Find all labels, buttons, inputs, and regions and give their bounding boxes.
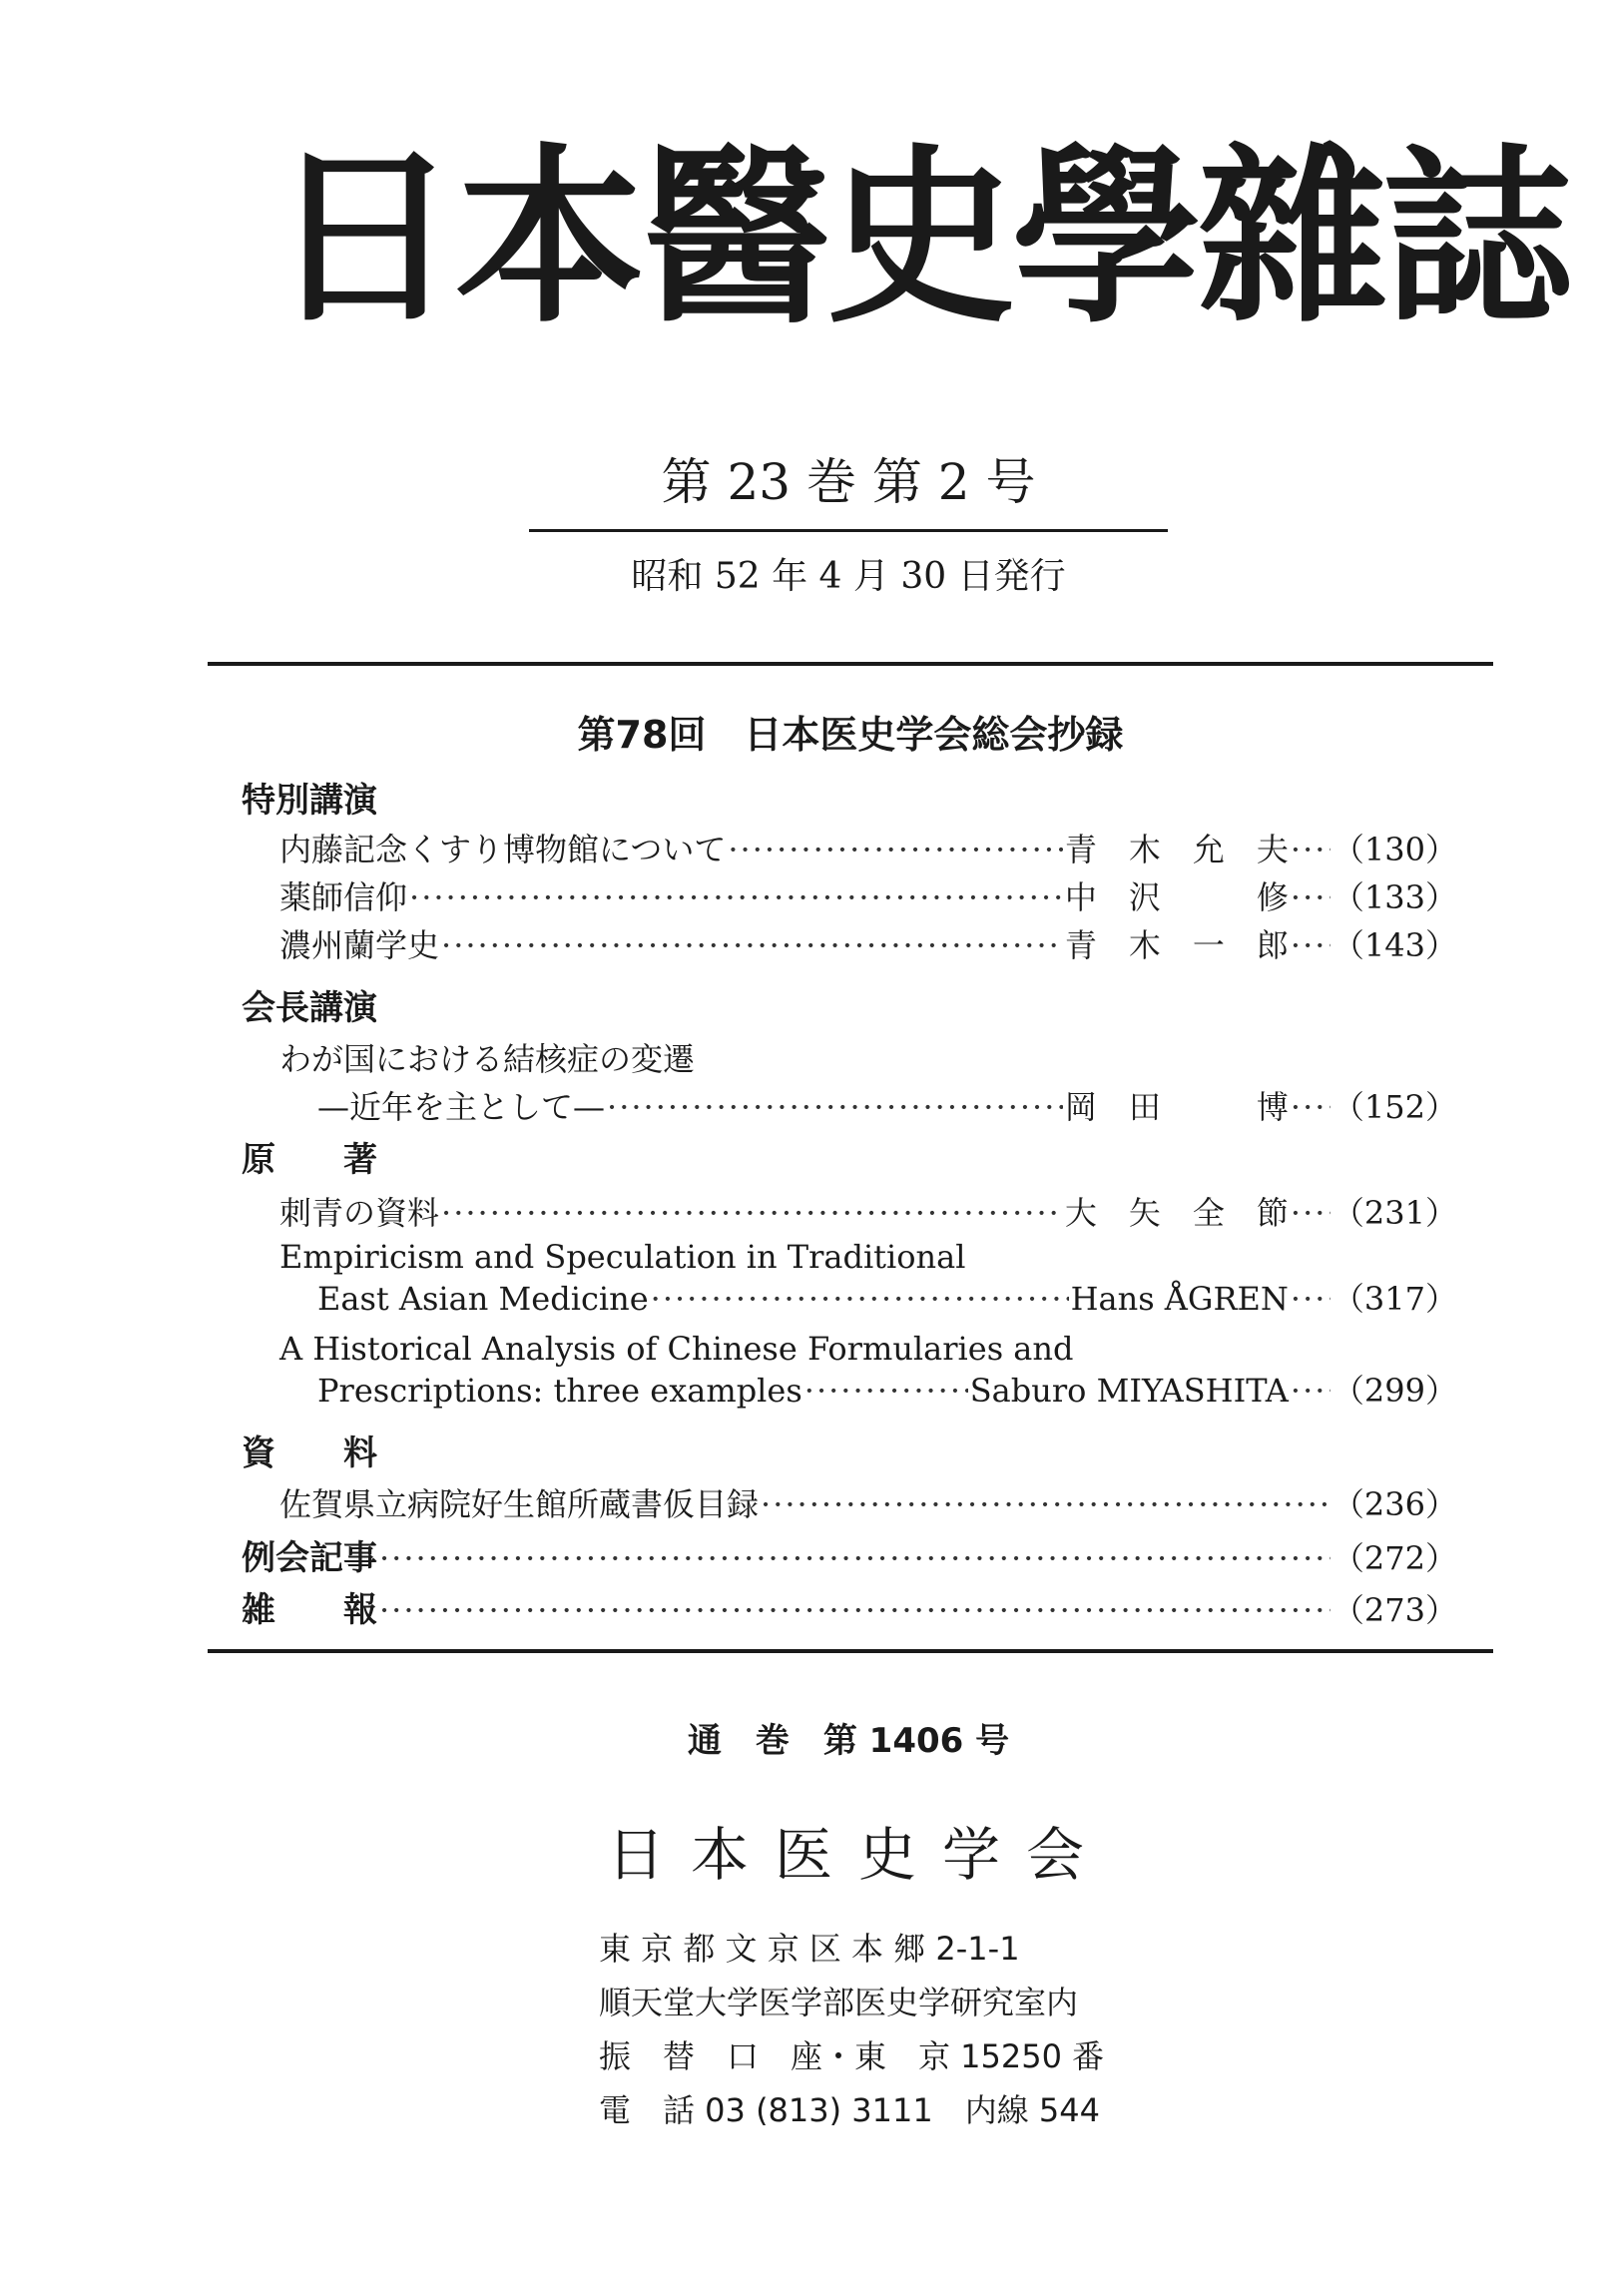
toc-entry-title: 薬師信仰 [279,878,408,916]
volume-number: 第 23 巻 第 2 号 [661,453,1036,511]
section-heading-original-articles: 原 著 [242,1140,377,1180]
toc-entry-page: （231） [1331,1194,1457,1232]
leader-dots [379,1587,1331,1633]
toc-entry-page: （317） [1331,1280,1457,1318]
toc-entry-author: Saburo MIYASHITA [969,1372,1289,1410]
toc-entry-subtitle: —近年を主として— [317,1088,606,1126]
toc-entry-author: Hans ÅGREN [1070,1280,1289,1318]
toc-entry-title: Empiricism and Speculation in Traditional [279,1238,966,1276]
toc-entry[interactable] [279,1190,1457,1236]
toc-entry[interactable] [242,1535,1457,1581]
meeting-title: 第78回 日本医史学会総会抄録 [577,713,1124,757]
toc-entry-page: （299） [1331,1372,1457,1410]
postal-transfer-account: 振 替 口 座・東 京 15250 番 [599,2037,1105,2075]
toc-entry-page: （272） [1331,1539,1457,1577]
leader-dots [1291,1276,1331,1322]
leader-dots [1291,1368,1331,1414]
toc-entry-page: （273） [1331,1591,1457,1629]
address-line: 東 京 都 文 京 区 本 郷 2-1-1 [599,1930,1020,1968]
toc-entry-page: （236） [1331,1485,1457,1523]
section-heading-materials: 資 料 [242,1434,377,1473]
toc-entry-title: 佐賀県立病院好生館所蔵書仮目録 [279,1485,760,1523]
toc-entry-page: （143） [1331,926,1457,964]
toc-entry-page: （133） [1331,878,1457,916]
toc-entry-title: 内藤記念くすり博物館について [279,831,727,868]
contents-top-rule [208,662,1493,666]
leader-dots [1291,827,1331,872]
volume-divider [529,529,1168,532]
leader-dots [651,1276,1069,1322]
toc-entry-title: 濃州蘭学史 [279,926,440,964]
leader-dots [441,1190,1063,1236]
leader-dots [1291,922,1331,968]
toc-entry-author: 大 矢 全 節 [1064,1194,1289,1232]
toc-entry[interactable] [317,1368,1457,1414]
total-issue-number: 通 巻 第 1406 号 [687,1721,1010,1761]
leader-dots [804,1368,968,1414]
leader-dots [441,922,1063,968]
section-heading-special-lectures: 特別講演 [242,781,377,821]
publisher-name: 日本医史学会 [606,1821,1110,1889]
toc-entry-title-continued: East Asian Medicine [317,1280,649,1318]
phone-number: 電 話 03 (813) 3111 内線 544 [599,2091,1100,2129]
toc-entry-page: （130） [1331,831,1457,868]
section-heading-meeting-records: 例会記事 [242,1538,377,1578]
toc-entry[interactable] [242,1587,1457,1633]
leader-dots [1291,874,1331,920]
toc-entry[interactable] [279,922,1457,968]
section-heading-presidential-lecture: 会長講演 [242,988,377,1028]
journal-title: 日本醫史學雜誌 [269,126,1570,348]
leader-dots [761,1481,1331,1527]
leader-dots [1291,1190,1331,1236]
toc-entry-title-continued: Prescriptions: three examples [317,1372,802,1410]
toc-entry-author: 岡 田 博 [1064,1088,1289,1126]
toc-entry-title: A Historical Analysis of Chinese Formularies and [279,1330,1074,1368]
contents-bottom-rule [208,1649,1493,1653]
toc-entry[interactable] [279,1481,1457,1527]
toc-entry[interactable] [279,827,1457,872]
section-heading-miscellany: 雑 報 [242,1590,377,1630]
toc-entry[interactable] [317,1276,1457,1322]
toc-entry-title: 刺青の資料 [279,1194,440,1232]
toc-entry[interactable] [279,874,1457,920]
leader-dots [607,1084,1063,1130]
leader-dots [1291,1084,1331,1130]
issue-date: 昭和 52 年 4 月 30 日発行 [631,556,1066,597]
toc-entry-page: （152） [1331,1088,1457,1126]
leader-dots [379,1535,1331,1581]
toc-entry-author: 青 木 允 夫 [1064,831,1289,868]
leader-dots [728,827,1063,872]
toc-entry-title: わが国における結核症の変遷 [279,1040,696,1078]
toc-entry-author: 中 沢 修 [1064,878,1289,916]
toc-entry-author: 青 木 一 郎 [1064,926,1289,964]
leader-dots [409,874,1063,920]
address-line: 順天堂大学医学部医史学研究室内 [599,1984,1079,2021]
toc-entry[interactable] [317,1084,1457,1130]
